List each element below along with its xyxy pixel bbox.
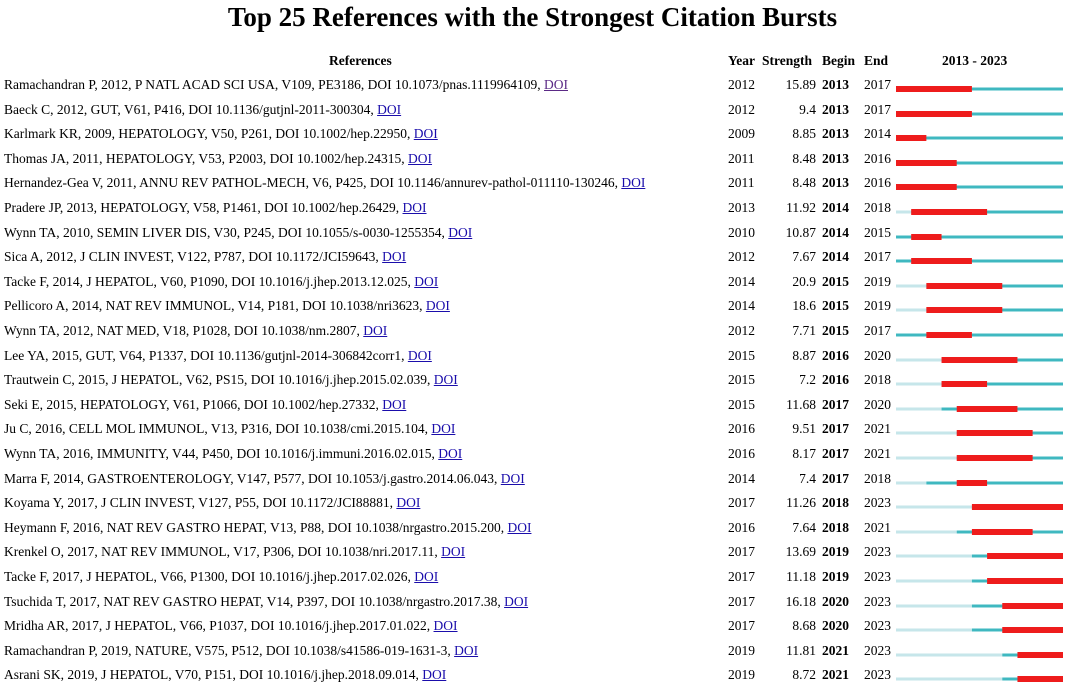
table-row (0, 516, 1065, 541)
burst-strength: 8.85 (792, 126, 816, 142)
burst-end: 2023 (864, 593, 891, 609)
burst-strength: 15.89 (785, 77, 816, 92)
reference-text: Karlmark KR, 2009, HEPATOLOGY, V50, P261, DOI 10.1002/hep.22950, DOI (4, 126, 438, 142)
burst-end: 2014 (864, 126, 891, 142)
burst-end: 2019 (864, 273, 891, 289)
publication-year: 2015 (728, 372, 755, 388)
burst-timeline (896, 393, 1063, 418)
burst-strength: 16.18 (785, 593, 816, 609)
burst-strength: 8.48 (792, 175, 816, 191)
doi-link[interactable]: DOI (363, 323, 388, 338)
burst-end: 2017 (864, 77, 891, 92)
doi-link[interactable]: DOI (396, 495, 421, 511)
burst-end: 2023 (864, 642, 891, 658)
table-row (0, 565, 1065, 590)
burst-end: 2020 (864, 396, 891, 412)
table-row (0, 270, 1065, 295)
reference-text: Trautwein C, 2015, J HEPATOL, V62, PS15, DOI 10.1016/j.jhep.2015.02.039, DOI (4, 372, 458, 388)
burst-timeline (896, 196, 1063, 221)
doi-link[interactable]: DOI (414, 569, 439, 584)
burst-end: 2023 (864, 495, 891, 511)
publication-year: 2012 (728, 77, 755, 92)
burst-begin: 2014 (822, 200, 849, 215)
burst-timeline (896, 270, 1063, 295)
table-row (0, 442, 1065, 467)
publication-year: 2009 (728, 126, 755, 142)
doi-link[interactable]: DOI (544, 77, 568, 92)
table-row (0, 319, 1065, 344)
burst-begin: 2014 (822, 224, 849, 240)
burst-end: 2018 (864, 470, 891, 486)
publication-year: 2019 (728, 642, 755, 658)
publication-year: 2012 (728, 249, 755, 265)
header-strength: Strength (762, 53, 813, 68)
publication-year: 2012 (728, 323, 755, 338)
burst-timeline (896, 122, 1063, 147)
doi-link[interactable]: DOI (408, 150, 433, 166)
burst-timeline (896, 639, 1063, 664)
burst-strength: 7.71 (792, 323, 816, 338)
doi-link[interactable]: DOI (382, 249, 407, 265)
reference-text: Pradere JP, 2013, HEPATOLOGY, V58, P1461, DOI 10.1002/hep.26429, DOI (4, 200, 427, 215)
header-end: End (864, 53, 889, 68)
burst-begin: 2020 (822, 618, 849, 634)
table-row (0, 221, 1065, 246)
reference-text: Asrani SK, 2019, J HEPATOL, V70, P151, DOI 10.1016/j.jhep.2018.09.014, DOI (4, 667, 447, 683)
reference-text: Ramachandran P, 2012, P NATL ACAD SCI USA, V109, PE3186, DOI 10.1073/pnas.1119964109, DOI (4, 77, 568, 92)
burst-timeline (896, 368, 1063, 393)
doi-link[interactable]: DOI (402, 200, 427, 215)
reference-text: Koyama Y, 2017, J CLIN INVEST, V127, P55, DOI 10.1172/JCI88881, DOI (4, 495, 421, 511)
burst-strength: 8.48 (792, 150, 816, 166)
reference-text: Sica A, 2012, J CLIN INVEST, V122, P787, DOI 10.1172/JCI59643, DOI (4, 249, 407, 265)
burst-begin: 2019 (822, 569, 849, 584)
doi-link[interactable]: DOI (448, 224, 473, 240)
burst-timeline (896, 467, 1063, 492)
table-row (0, 171, 1065, 196)
burst-end: 2023 (864, 544, 891, 560)
table-row (0, 98, 1065, 123)
doi-link[interactable]: DOI (422, 667, 447, 683)
reference-text: Tacke F, 2014, J HEPATOL, V60, P1090, DOI 10.1016/j.jhep.2013.12.025, DOI (4, 273, 439, 289)
burst-begin: 2017 (822, 421, 849, 437)
burst-end: 2023 (864, 667, 891, 683)
publication-year: 2017 (728, 569, 755, 584)
reference-text: Lee YA, 2015, GUT, V64, P1337, DOI 10.1136/gutjnl-2014-306842corr1, DOI (4, 347, 432, 363)
publication-year: 2015 (728, 347, 755, 363)
burst-end: 2021 (864, 446, 891, 461)
table-row (0, 344, 1065, 369)
burst-timeline (896, 294, 1063, 319)
burst-begin: 2018 (822, 519, 849, 535)
table-row (0, 368, 1065, 393)
doi-link[interactable]: DOI (413, 126, 438, 142)
doi-link[interactable]: DOI (441, 544, 466, 560)
reference-text: Heymann F, 2016, NAT REV GASTRO HEPAT, V13, P88, DOI 10.1038/nrgastro.2015.200, DOI (4, 519, 532, 535)
publication-year: 2019 (728, 667, 755, 683)
burst-timeline (896, 540, 1063, 565)
burst-timeline (896, 98, 1063, 123)
reference-text: Tsuchida T, 2017, NAT REV GASTRO HEPAT, V14, P397, DOI 10.1038/nrgastro.2017.38, DOI (4, 593, 529, 609)
burst-begin: 2017 (822, 446, 849, 461)
table-row (0, 467, 1065, 492)
publication-year: 2015 (728, 396, 755, 412)
table-row (0, 294, 1065, 319)
burst-timeline (896, 319, 1063, 344)
doi-link[interactable]: DOI (414, 273, 439, 289)
doi-link[interactable]: DOI (500, 470, 525, 486)
doi-link[interactable]: DOI (504, 593, 529, 609)
doi-link[interactable]: DOI (425, 298, 450, 314)
burst-end: 2016 (864, 150, 891, 166)
burst-end: 2017 (864, 101, 891, 117)
reference-text: Seki E, 2015, HEPATOLOGY, V61, P1066, DOI 10.1002/hep.27332, DOI (4, 396, 407, 412)
burst-strength: 8.68 (792, 618, 816, 634)
burst-begin: 2017 (822, 470, 849, 486)
burst-end: 2019 (864, 298, 891, 314)
table-row (0, 639, 1065, 664)
doi-link[interactable]: DOI (407, 347, 432, 363)
burst-begin: 2013 (822, 150, 849, 166)
burst-end: 2017 (864, 249, 891, 265)
burst-strength: 13.69 (785, 544, 816, 560)
reference-text: Marra F, 2014, GASTROENTEROLOGY, V147, P577, DOI 10.1053/j.gastro.2014.06.043, DOI (4, 470, 525, 486)
burst-end: 2016 (864, 175, 891, 191)
burst-begin: 2013 (822, 101, 849, 117)
burst-begin: 2013 (822, 126, 849, 142)
reference-text: Wynn TA, 2010, SEMIN LIVER DIS, V30, P245, DOI 10.1055/s-0030-1255354, DOI (4, 224, 473, 240)
burst-strength: 7.2 (799, 372, 816, 388)
doi-link[interactable]: DOI (433, 372, 458, 388)
publication-year: 2014 (728, 470, 755, 486)
burst-begin: 2015 (822, 323, 849, 338)
publication-year: 2014 (728, 298, 755, 314)
publication-year: 2016 (728, 519, 755, 535)
burst-begin: 2021 (822, 667, 849, 683)
publication-year: 2014 (728, 273, 755, 289)
table-row (0, 147, 1065, 172)
reference-text: Tacke F, 2017, J HEPATOL, V66, P1300, DOI 10.1016/j.jhep.2017.02.026, DOI (4, 569, 439, 584)
reference-text: Wynn TA, 2012, NAT MED, V18, P1028, DOI 10.1038/nm.2807, DOI (4, 323, 388, 338)
header-year: Year (728, 53, 755, 68)
table-row (0, 122, 1065, 147)
publication-year: 2017 (728, 618, 755, 634)
burst-strength: 10.87 (785, 224, 816, 240)
publication-year: 2013 (728, 200, 755, 215)
header-time-range: 2013 - 2023 (942, 53, 1008, 68)
burst-strength: 11.81 (786, 642, 816, 658)
burst-strength: 7.64 (792, 519, 816, 535)
doi-link[interactable]: DOI (438, 446, 463, 461)
burst-strength: 8.87 (792, 347, 816, 363)
burst-timeline (896, 245, 1063, 270)
reference-text: Thomas JA, 2011, HEPATOLOGY, V53, P2003, DOI 10.1002/hep.24315, DOI (4, 150, 433, 166)
burst-timeline (896, 147, 1063, 172)
burst-end: 2017 (864, 323, 891, 338)
burst-end: 2021 (864, 421, 891, 437)
publication-year: 2010 (728, 224, 755, 240)
burst-begin: 2016 (822, 372, 849, 388)
burst-strength: 18.6 (792, 298, 816, 314)
burst-timeline (896, 565, 1063, 590)
burst-timeline (896, 442, 1063, 467)
burst-strength: 9.51 (792, 421, 816, 437)
publication-year: 2016 (728, 421, 755, 437)
burst-timeline (896, 663, 1063, 688)
burst-timeline (896, 171, 1063, 196)
burst-timeline (896, 73, 1063, 98)
reference-text: Baeck C, 2012, GUT, V61, P416, DOI 10.1136/gutjnl-2011-300304, DOI (4, 101, 402, 117)
table-row (0, 73, 1065, 98)
burst-strength: 7.4 (799, 470, 816, 486)
burst-begin: 2013 (822, 175, 849, 191)
burst-begin: 2021 (822, 642, 849, 658)
burst-begin: 2017 (822, 396, 849, 412)
doi-link[interactable]: DOI (507, 519, 532, 535)
reference-text: Krenkel O, 2017, NAT REV IMMUNOL, V17, P306, DOI 10.1038/nri.2017.11, DOI (4, 544, 466, 560)
publication-year: 2011 (728, 175, 755, 191)
doi-link[interactable]: DOI (621, 175, 646, 191)
reference-text: Ramachandran P, 2019, NATURE, V575, P512, DOI 10.1038/s41586-019-1631-3, DOI (4, 642, 479, 658)
burst-begin: 2013 (822, 77, 849, 92)
reference-text: Mridha AR, 2017, J HEPATOL, V66, P1037, DOI 10.1016/j.jhep.2017.01.022, DOI (4, 618, 458, 634)
burst-end: 2023 (864, 569, 891, 584)
burst-begin: 2016 (822, 347, 849, 363)
burst-timeline (896, 516, 1063, 541)
burst-end: 2020 (864, 347, 891, 363)
table-row (0, 491, 1065, 516)
table-row (0, 417, 1065, 442)
burst-strength: 8.17 (792, 446, 816, 461)
burst-timeline (896, 614, 1063, 639)
doi-link[interactable]: DOI (431, 421, 456, 437)
burst-end: 2018 (864, 200, 891, 215)
burst-timeline (896, 221, 1063, 246)
reference-text: Wynn TA, 2016, IMMUNITY, V44, P450, DOI 10.1016/j.immuni.2016.02.015, DOI (4, 446, 463, 461)
burst-begin: 2015 (822, 298, 849, 314)
chart-title: Top 25 References with the Strongest Citation Bursts (227, 2, 838, 32)
table-row (0, 590, 1065, 615)
burst-end: 2015 (864, 224, 891, 240)
reference-text: Ju C, 2016, CELL MOL IMMUNOL, V13, P316, DOI 10.1038/cmi.2015.104, DOI (4, 421, 456, 437)
burst-end: 2023 (864, 618, 891, 634)
publication-year: 2016 (728, 446, 755, 461)
burst-strength: 11.92 (786, 200, 816, 215)
burst-strength: 9.4 (799, 101, 816, 117)
burst-strength: 11.18 (786, 569, 816, 584)
burst-begin: 2020 (822, 593, 849, 609)
burst-strength: 11.68 (786, 396, 816, 412)
burst-timeline (896, 590, 1063, 615)
burst-timeline (896, 344, 1063, 369)
table-row (0, 663, 1065, 688)
publication-year: 2017 (728, 544, 755, 560)
burst-begin: 2019 (822, 544, 849, 560)
publication-year: 2011 (728, 150, 755, 166)
table-row (0, 245, 1065, 270)
publication-year: 2017 (728, 593, 755, 609)
burst-timeline (896, 417, 1063, 442)
reference-text: Pellicoro A, 2014, NAT REV IMMUNOL, V14, P181, DOI 10.1038/nri3623, DOI (4, 298, 450, 314)
burst-begin: 2014 (822, 249, 849, 265)
burst-begin: 2018 (822, 495, 849, 511)
burst-strength: 7.67 (792, 249, 816, 265)
publication-year: 2012 (728, 101, 755, 117)
burst-strength: 20.9 (792, 273, 816, 289)
table-row (0, 393, 1065, 418)
doi-link[interactable]: DOI (377, 101, 402, 117)
burst-strength: 11.26 (786, 495, 816, 511)
burst-timeline (896, 491, 1063, 516)
header-references: References (329, 53, 392, 68)
doi-link[interactable]: DOI (454, 642, 479, 658)
publication-year: 2017 (728, 495, 755, 511)
burst-end: 2018 (864, 372, 891, 388)
burst-begin: 2015 (822, 273, 849, 289)
table-row (0, 540, 1065, 565)
header-begin: Begin (822, 53, 856, 68)
doi-link[interactable]: DOI (433, 618, 458, 634)
burst-strength: 8.72 (792, 667, 816, 683)
doi-link[interactable]: DOI (382, 396, 407, 412)
burst-end: 2021 (864, 519, 891, 535)
table-row (0, 196, 1065, 221)
reference-text: Hernandez-Gea V, 2011, ANNU REV PATHOL-MECH, V6, P425, DOI 10.1146/annurev-pathol-011110-130246, DOI (4, 175, 646, 191)
table-row (0, 614, 1065, 639)
